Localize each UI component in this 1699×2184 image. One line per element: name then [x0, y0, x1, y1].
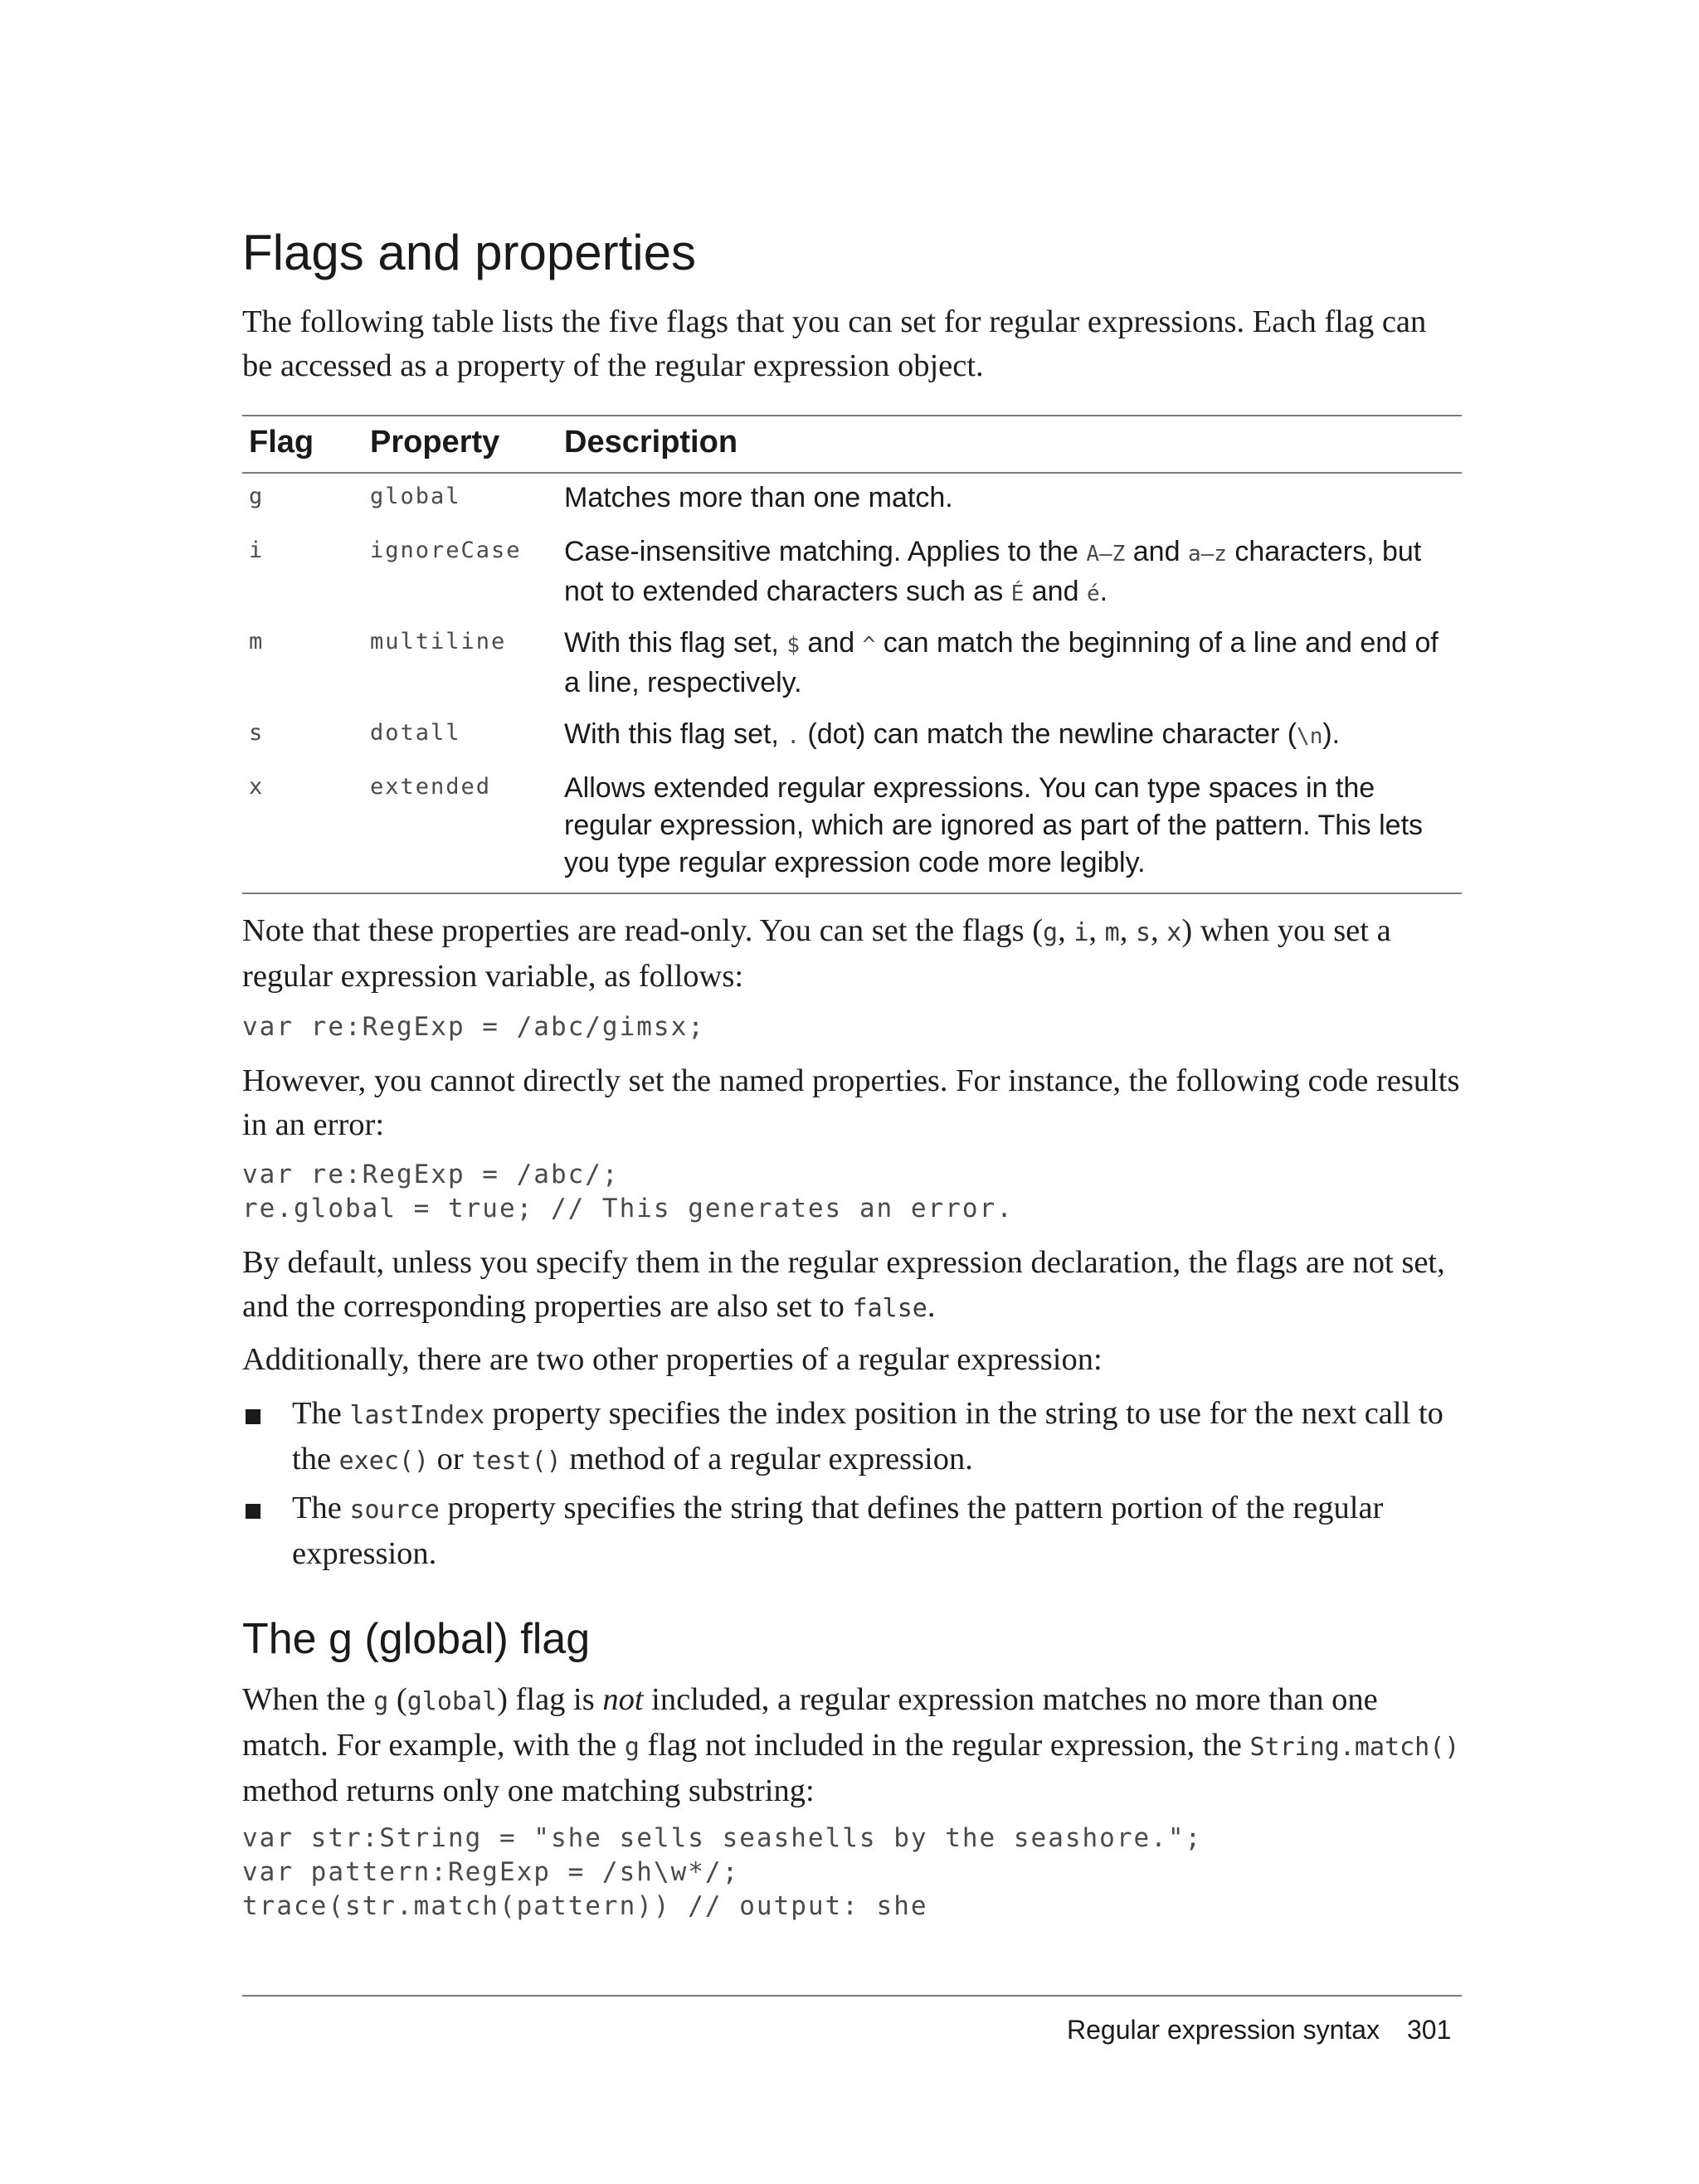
- table-cell-description: Allows extended regular expressions. You can type spaces in the regular expression, which are ignored as part of the pattern. This lets you type regular expression code more legibly.: [564, 772, 1424, 878]
- table-top-rule: [242, 415, 1462, 416]
- table-cell-flag: i: [249, 537, 265, 563]
- page-number: 301: [1407, 2015, 1452, 2045]
- list-item: The source property specifies the string that defines the pattern portion of the regular expression.: [292, 1491, 1384, 1571]
- table-cell-flag: g: [249, 484, 265, 509]
- page-title: Flags and properties: [242, 225, 696, 280]
- table-bottom-rule: [242, 893, 1462, 894]
- table-cell-property: dotall: [370, 720, 461, 746]
- table-cell-property: ignoreCase: [370, 537, 522, 563]
- default-paragraph: By default, unless you specify them in the regular expression declaration, the flags are not set, and the corresponding properties are also set to false.: [242, 1245, 1445, 1324]
- table-cell-description: With this flag set, . (dot) can match the newline character (\n).: [564, 718, 1341, 750]
- table-cell-description: Case-insensitive matching. Applies to the A–Z and a–z characters, but not to extended characters such as É and é.: [564, 536, 1422, 607]
- section-heading: The g (global) flag: [242, 1615, 591, 1663]
- table-cell-flag: m: [249, 629, 265, 654]
- table-cell-flag: x: [249, 774, 265, 800]
- code-example-3: var str:String = "she sells seashells by the seashore."; var pattern:RegExp = /sh\w*/; trace(str.match(pattern)) // output: she: [242, 1823, 1203, 1921]
- note-paragraph: Note that these properties are read-only. You can set the flags (g, i, m, s, x) when you set a regular expression variable, as follows:: [242, 913, 1391, 994]
- table-header-description: Description: [564, 425, 738, 460]
- bullet-icon: [246, 1409, 260, 1424]
- table-header-rule: [242, 472, 1462, 474]
- table-cell-property: extended: [370, 774, 492, 800]
- table-cell-flag: s: [249, 720, 265, 746]
- table-cell-description: With this flag set, $ and ^ can match the beginning of a line and end of a line, respectively.: [564, 627, 1439, 698]
- however-paragraph: However, you cannot directly set the named properties. For instance, the following code results in an error:: [242, 1063, 1460, 1142]
- code-example-2: var re:RegExp = /abc/; re.global = true; // This generates an error.: [242, 1160, 1014, 1223]
- list-item: The lastIndex property specifies the index position in the string to use for the next call to the exec() or test() method of a regular expression.: [292, 1396, 1443, 1476]
- table-cell-property: multiline: [370, 629, 507, 654]
- code-example-1: var re:RegExp = /abc/gimsx;: [242, 1012, 705, 1042]
- table-cell-property: global: [370, 484, 461, 509]
- footer-section-title: Regular expression syntax: [1067, 2015, 1380, 2045]
- bullet-icon: [246, 1504, 260, 1519]
- table-header-flag: Flag: [249, 425, 314, 460]
- table-cell-description: Matches more than one match.: [564, 482, 953, 513]
- additionally-paragraph: Additionally, there are two other properties of a regular expression:: [242, 1342, 1103, 1377]
- table-header-property: Property: [370, 425, 500, 460]
- intro-paragraph: The following table lists the five flags that you can set for regular expressions. Each flag can be accessed as a property of the regular expression object.: [242, 304, 1427, 383]
- gflag-paragraph: When the g (global) flag is not included, a regular expression matches no more than one match. For example, with the g flag not included in the regular expression, the String.match() method returns only one matching substring:: [242, 1682, 1460, 1808]
- footer-rule: [242, 1995, 1462, 1997]
